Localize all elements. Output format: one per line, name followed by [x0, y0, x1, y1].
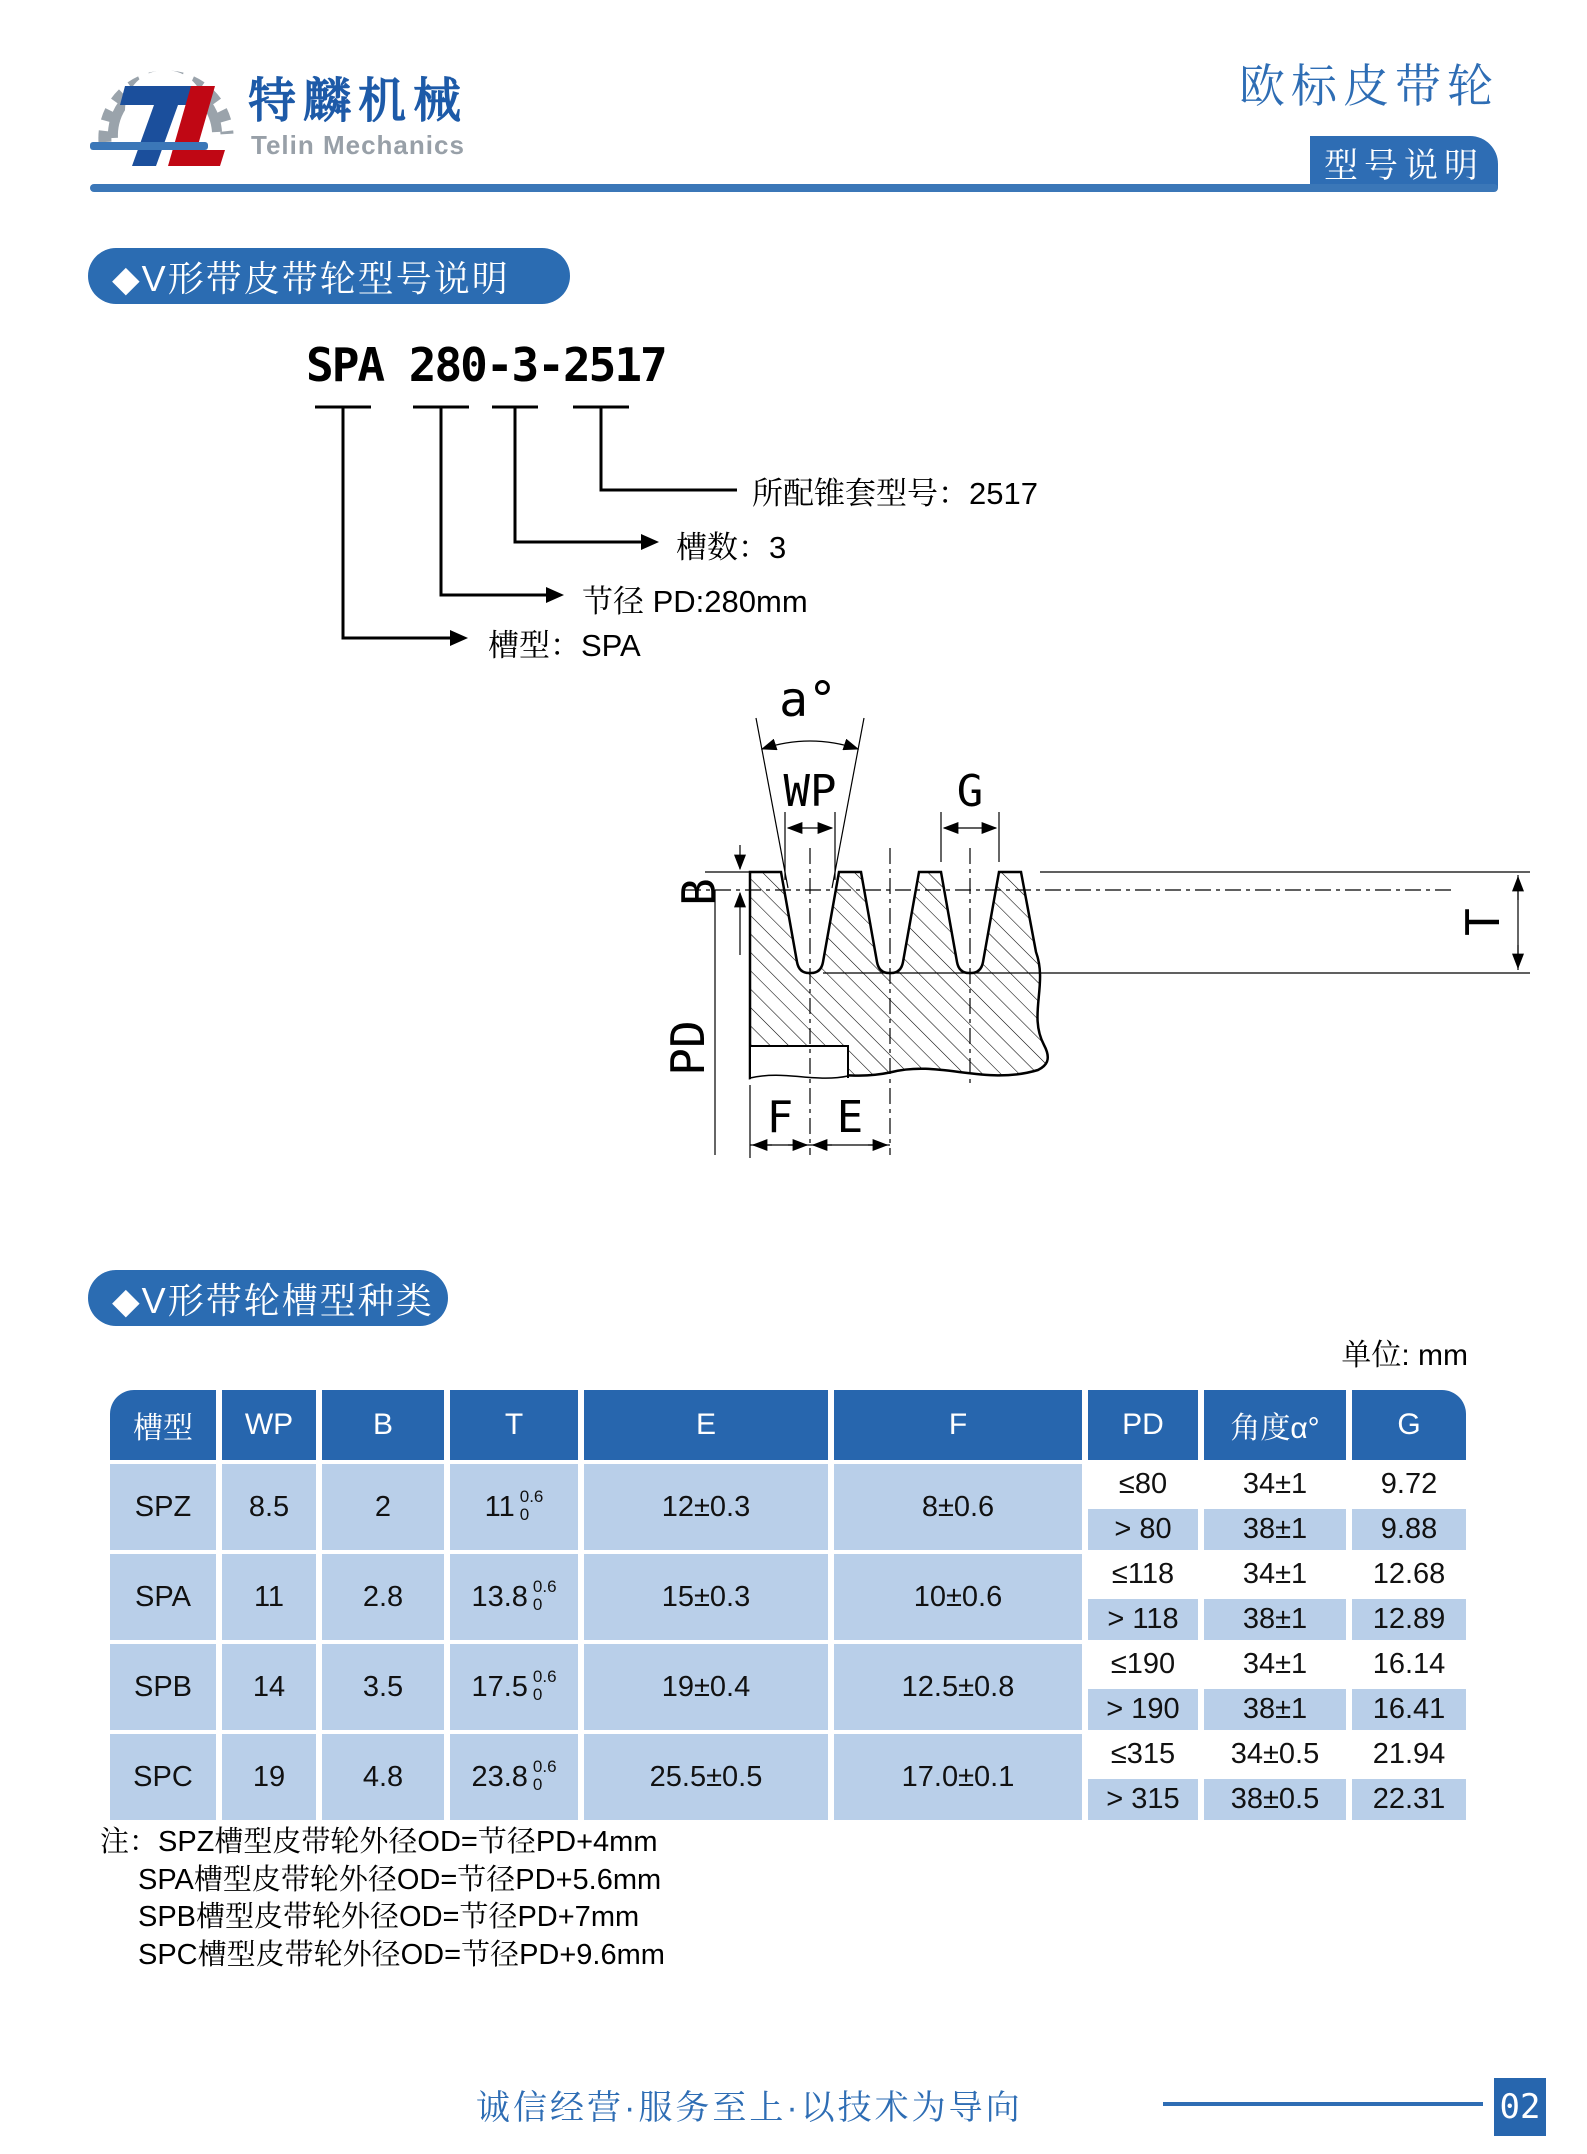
cell-g: 12.68	[1352, 1554, 1466, 1595]
t-tolerance	[520, 1488, 544, 1524]
cell-angle: 38±0.5	[1204, 1779, 1346, 1820]
note-line: SPC槽型皮带轮外径OD=节径PD+9.6mm	[138, 1938, 665, 1971]
cell-b: 3.5	[322, 1644, 444, 1730]
col-header-b: B	[322, 1390, 444, 1460]
dim-label-f: F	[766, 1092, 794, 1143]
cell-pd: > 190	[1088, 1689, 1198, 1730]
cell-pd: > 315	[1088, 1779, 1198, 1820]
note-line: SPB槽型皮带轮外径OD=节径PD+7mm	[138, 1901, 640, 1933]
model-number: SPA 280-3-2517	[306, 338, 666, 392]
col-header-f: F	[834, 1390, 1082, 1460]
cell-pd: > 80	[1088, 1509, 1198, 1550]
cell-angle: 34±0.5	[1204, 1734, 1346, 1775]
page-title: 欧标皮带轮	[1239, 60, 1499, 112]
cell-g: 16.41	[1352, 1689, 1466, 1730]
cell-angle: 38±1	[1204, 1689, 1346, 1730]
cell-wp: 14	[222, 1644, 316, 1730]
cell-b: 2	[322, 1464, 444, 1550]
cell-t	[450, 1554, 578, 1640]
section-title-model-description: ◆V形带皮带轮型号说明	[88, 248, 570, 304]
od-formula-notes	[100, 1824, 665, 1974]
model-breakdown-lines	[280, 390, 1040, 670]
col-header-g: G	[1352, 1390, 1466, 1460]
cell-f: 10±0.6	[834, 1554, 1082, 1640]
col-header-type: 槽型	[110, 1390, 216, 1460]
cell-type: SPB	[110, 1644, 216, 1730]
dim-label-wp: WP	[783, 766, 837, 817]
cell-f: 8±0.6	[834, 1464, 1082, 1550]
brand-name-cn: 特麟机械	[248, 75, 469, 128]
callout-pitch-diameter: 节径 PD:280mm	[582, 584, 808, 619]
cell-e: 15±0.3	[584, 1554, 828, 1640]
cell-pd: > 118	[1088, 1599, 1198, 1640]
cell-pd: ≤190	[1088, 1644, 1198, 1685]
cell-wp: 8.5	[222, 1464, 316, 1550]
cell-wp: 11	[222, 1554, 316, 1640]
cell-type: SPZ	[110, 1464, 216, 1550]
t-tolerance	[533, 1578, 557, 1614]
groove-cross-section-drawing	[600, 670, 1560, 1170]
callout-bushing: 所配锥套型号：2517	[752, 476, 1038, 511]
cell-b: 4.8	[322, 1734, 444, 1820]
cell-type: SPA	[110, 1554, 216, 1640]
t-lower-tol: 0	[532, 1775, 543, 1794]
cell-g: 21.94	[1352, 1734, 1466, 1775]
dim-label-b: B	[672, 878, 726, 906]
col-header-t: T	[450, 1390, 578, 1460]
cell-e: 12±0.3	[584, 1464, 828, 1550]
cell-t	[450, 1644, 578, 1730]
cell-g: 16.14	[1352, 1644, 1466, 1685]
t-tolerance	[533, 1668, 557, 1704]
t-upper-tol: 0.6	[532, 1757, 557, 1777]
dim-label-pd: PD	[661, 1020, 715, 1076]
cell-e: 25.5±0.5	[584, 1734, 828, 1820]
t-lower-tol: 0	[519, 1505, 530, 1524]
cell-g: 9.72	[1352, 1464, 1466, 1505]
t-value: 17.5	[471, 1670, 528, 1703]
cell-angle: 34±1	[1204, 1464, 1346, 1505]
cell-type: SPC	[110, 1734, 216, 1820]
note-line: 注：SPZ槽型皮带轮外径OD=节径PD+4mm	[100, 1826, 658, 1858]
cell-b: 2.8	[322, 1554, 444, 1640]
section-title-groove-types: ◆V形带轮槽型种类	[88, 1270, 448, 1326]
callout-groove-count: 槽数：3	[676, 530, 787, 565]
model-description-badge: 型号说明	[1310, 136, 1498, 188]
t-value: 23.8	[471, 1760, 528, 1793]
cell-angle: 34±1	[1204, 1644, 1346, 1685]
logo-underline	[90, 142, 208, 150]
cell-t	[450, 1464, 578, 1550]
dim-label-e: E	[836, 1092, 864, 1143]
cell-e: 19±0.4	[584, 1644, 828, 1730]
t-upper-tol: 0.6	[532, 1667, 557, 1687]
company-logo-gear-tl-icon	[85, 38, 245, 173]
cell-pd: ≤118	[1088, 1554, 1198, 1595]
t-value: 13.8	[471, 1580, 528, 1613]
col-header-wp: WP	[222, 1390, 316, 1460]
cell-f: 12.5±0.8	[834, 1644, 1082, 1730]
unit-label: 单位: mm	[1341, 1339, 1468, 1372]
col-header-angle: 角度α°	[1204, 1390, 1346, 1460]
t-lower-tol: 0	[532, 1685, 543, 1704]
t-upper-tol: 0.6	[519, 1487, 544, 1507]
t-value: 11	[484, 1490, 515, 1523]
cell-pd: ≤315	[1088, 1734, 1198, 1775]
dim-label-g: G	[956, 766, 984, 817]
cell-wp: 19	[222, 1734, 316, 1820]
col-header-e: E	[584, 1390, 828, 1460]
cell-angle: 34±1	[1204, 1554, 1346, 1595]
col-header-pd: PD	[1088, 1390, 1198, 1460]
footer-divider	[1163, 2102, 1483, 2106]
t-tolerance	[533, 1758, 557, 1794]
cell-g: 12.89	[1352, 1599, 1466, 1640]
groove-spec-table	[110, 1390, 1466, 1820]
cell-t	[450, 1734, 578, 1820]
cell-g: 9.88	[1352, 1509, 1466, 1550]
header-divider	[90, 184, 1498, 192]
cell-f: 17.0±0.1	[834, 1734, 1082, 1820]
callout-groove-type: 槽型：SPA	[488, 628, 641, 663]
note-line: SPA槽型皮带轮外径OD=节径PD+5.6mm	[138, 1863, 662, 1896]
cell-g: 22.31	[1352, 1779, 1466, 1820]
cell-angle: 38±1	[1204, 1599, 1346, 1640]
brand-name-en: Telin Mechanics	[251, 130, 465, 160]
t-lower-tol: 0	[532, 1595, 543, 1614]
cell-pd: ≤80	[1088, 1464, 1198, 1505]
cell-angle: 38±1	[1204, 1509, 1346, 1550]
footer-slogan: 诚信经营·服务至上·以技术为导向	[476, 2089, 1023, 2127]
dim-label-t: T	[1456, 908, 1510, 936]
t-upper-tol: 0.6	[532, 1577, 557, 1597]
dim-label-angle: a°	[779, 672, 837, 728]
page-number-badge: 02	[1494, 2078, 1546, 2136]
